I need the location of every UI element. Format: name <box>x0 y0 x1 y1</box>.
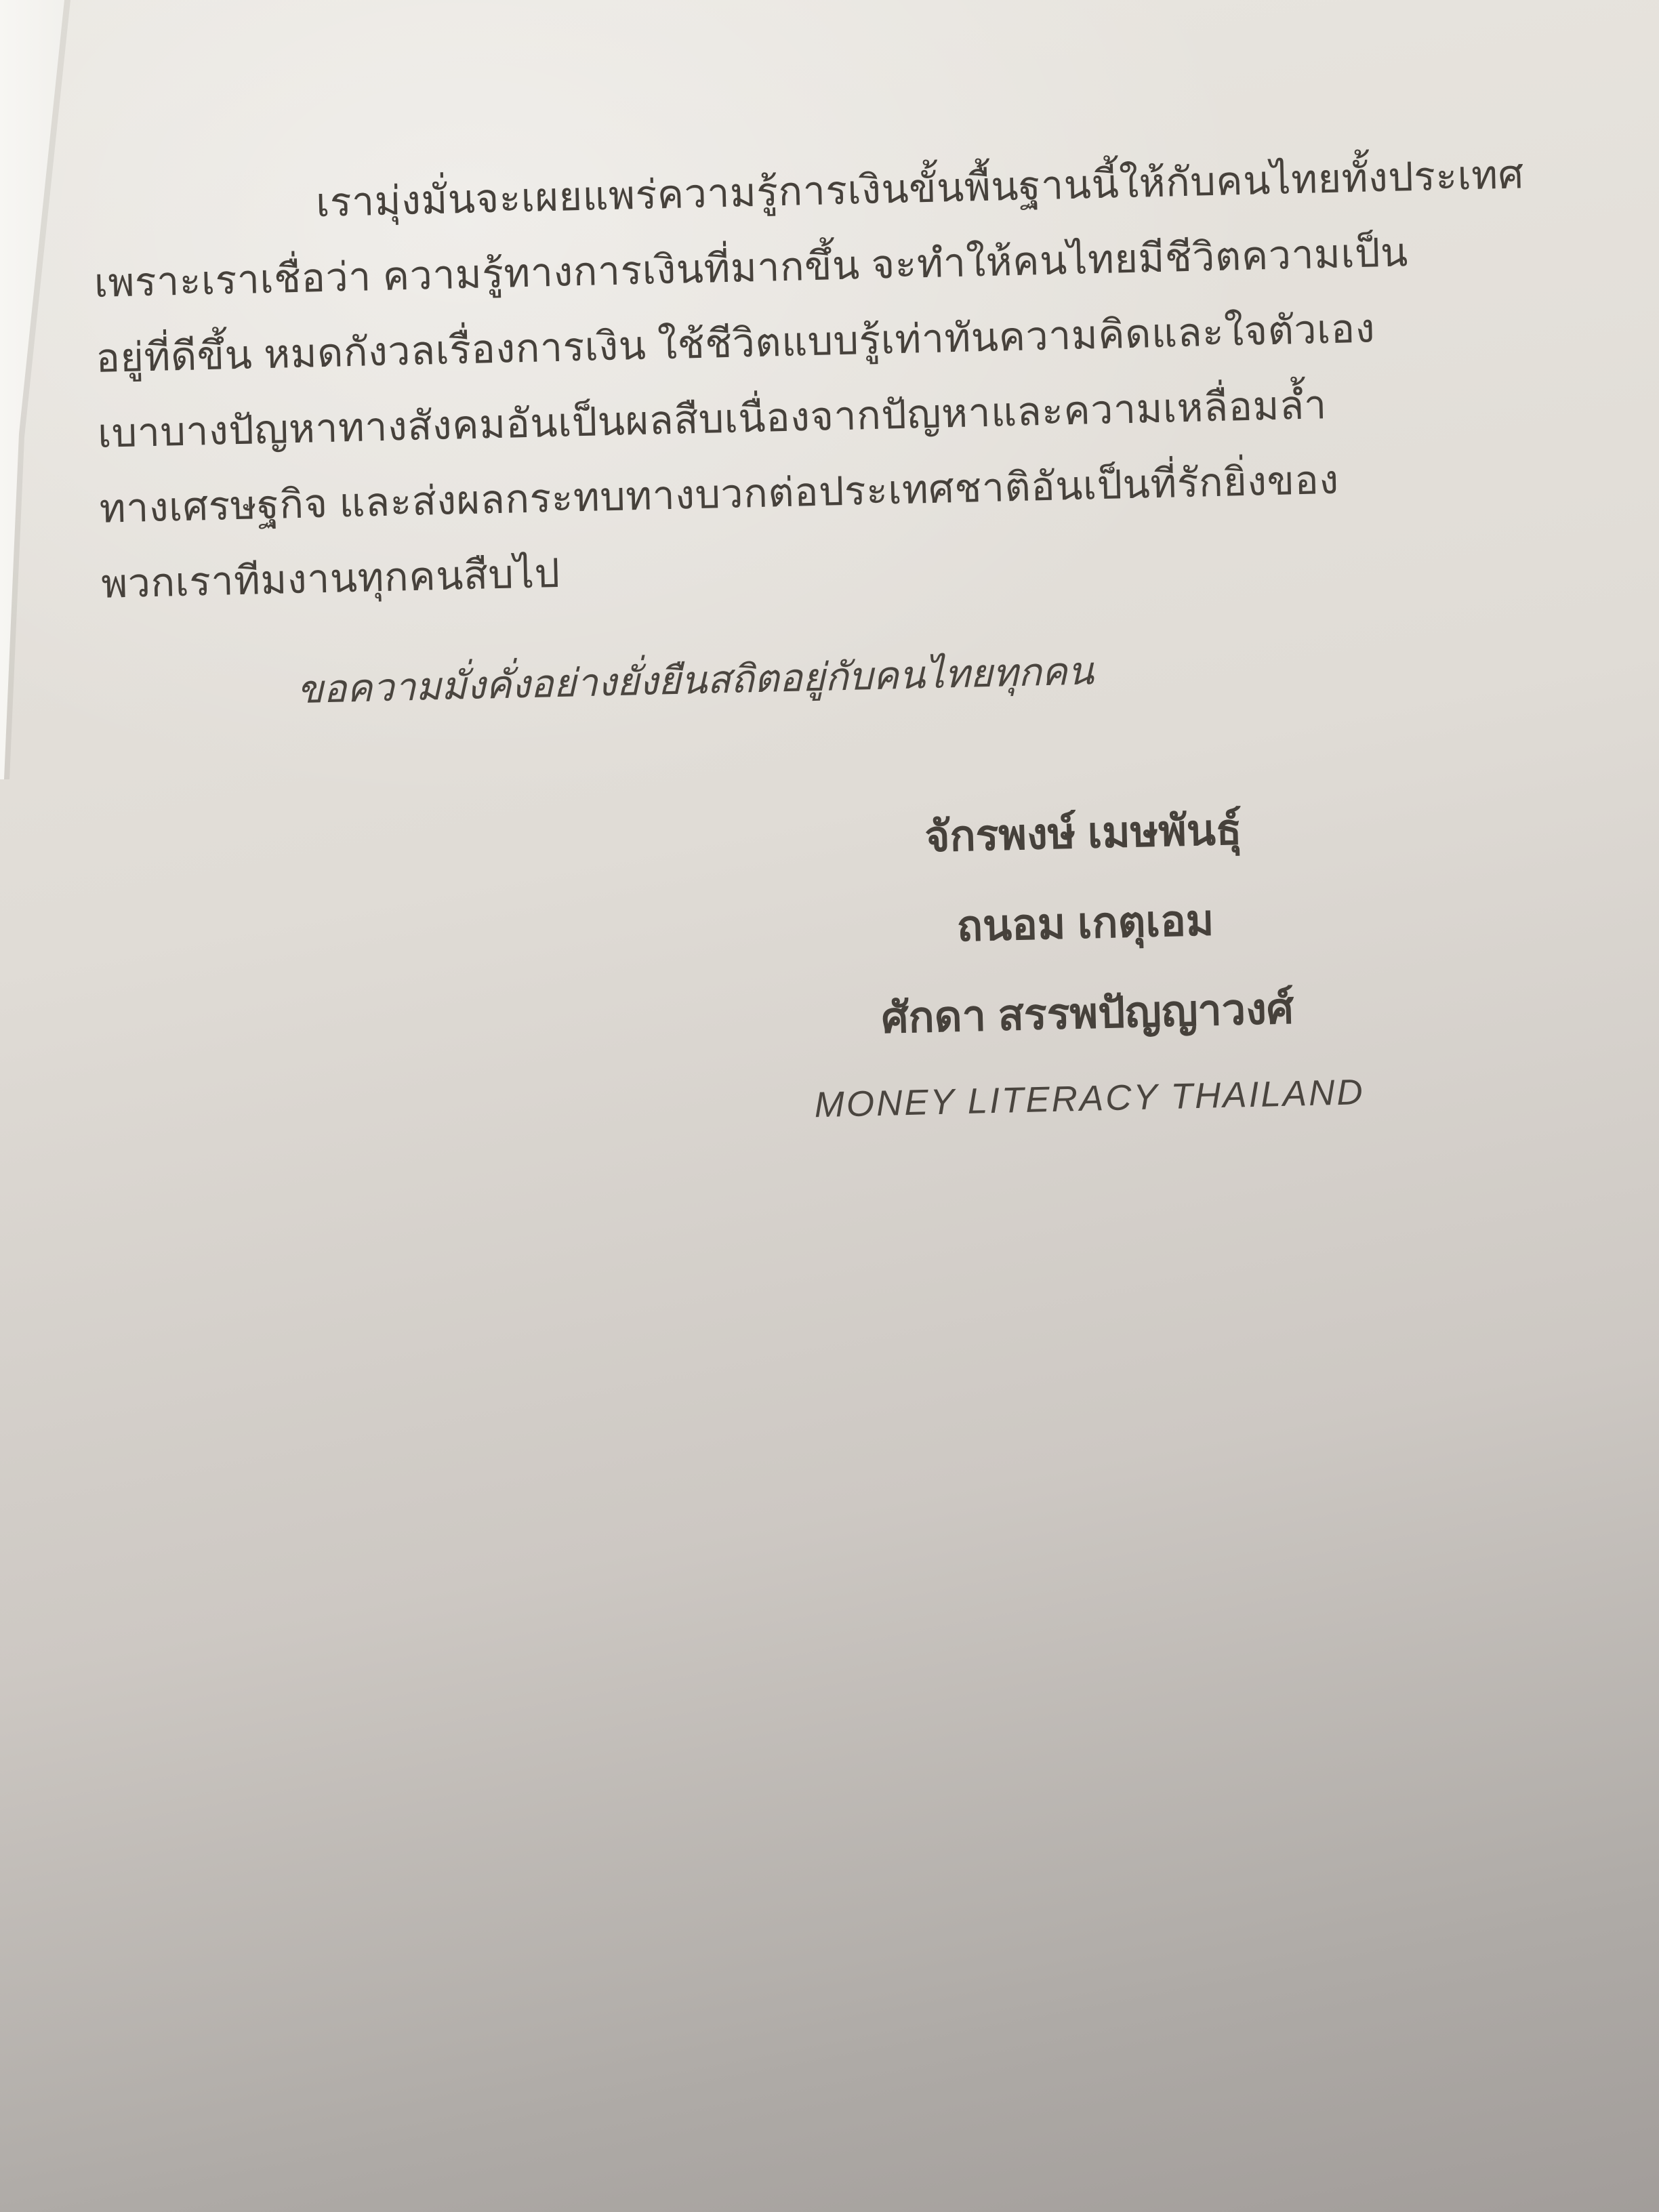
paragraph-line: อยู่ที่ดีขึ้น หมดกังวลเรื่องการเงิน ใช้ชีวิตแบบรู้เท่าทันความคิดและใจตัวเอง <box>95 306 1376 381</box>
preface-paragraph <box>91 136 1559 621</box>
paragraph-line: เบาบางปัญหาทางสังคมอันเป็นผลสืบเนื่องจากปัญหาและความเหลื่อมล้ำ <box>97 382 1328 456</box>
paragraph-line: พวกเราทีมงานทุกคนสืบไป <box>100 550 561 607</box>
signatory-name: จักรพงษ์ เมษพันธุ์ <box>924 806 1243 861</box>
paragraph-line: ทางเศรษฐกิจ และส่งผลกระทบทางบวกต่อประเทศชาติอันเป็นที่รักยิ่งของ <box>98 457 1340 531</box>
page-content <box>91 136 1572 1152</box>
paragraph-line: เพราะเราเชื่อว่า ความรู้ทางการเงินที่มากขึ้น จะทำให้คนไทยมีชีวิตความเป็น <box>94 230 1409 306</box>
signature-block <box>703 780 1470 1139</box>
organization-name: MONEY LITERACY THAILAND <box>813 1072 1366 1126</box>
signatory-name: ศักดา สรรพปัญญาวงศ์ <box>880 985 1294 1042</box>
signatory-name: ถนอม เกตุเอม <box>956 897 1215 951</box>
paragraph-line: เรามุ่งมั่นจะเผยแพร่ความรู้การเงินขั้นพื้นฐานนี้ให้กับคนไทยทั้งประเทศ <box>315 152 1525 226</box>
blessing-line: ขอความมั่งคั่งอย่างยั่งยืนสถิตอยู่กับคนไทยทุกคน <box>296 649 1094 712</box>
